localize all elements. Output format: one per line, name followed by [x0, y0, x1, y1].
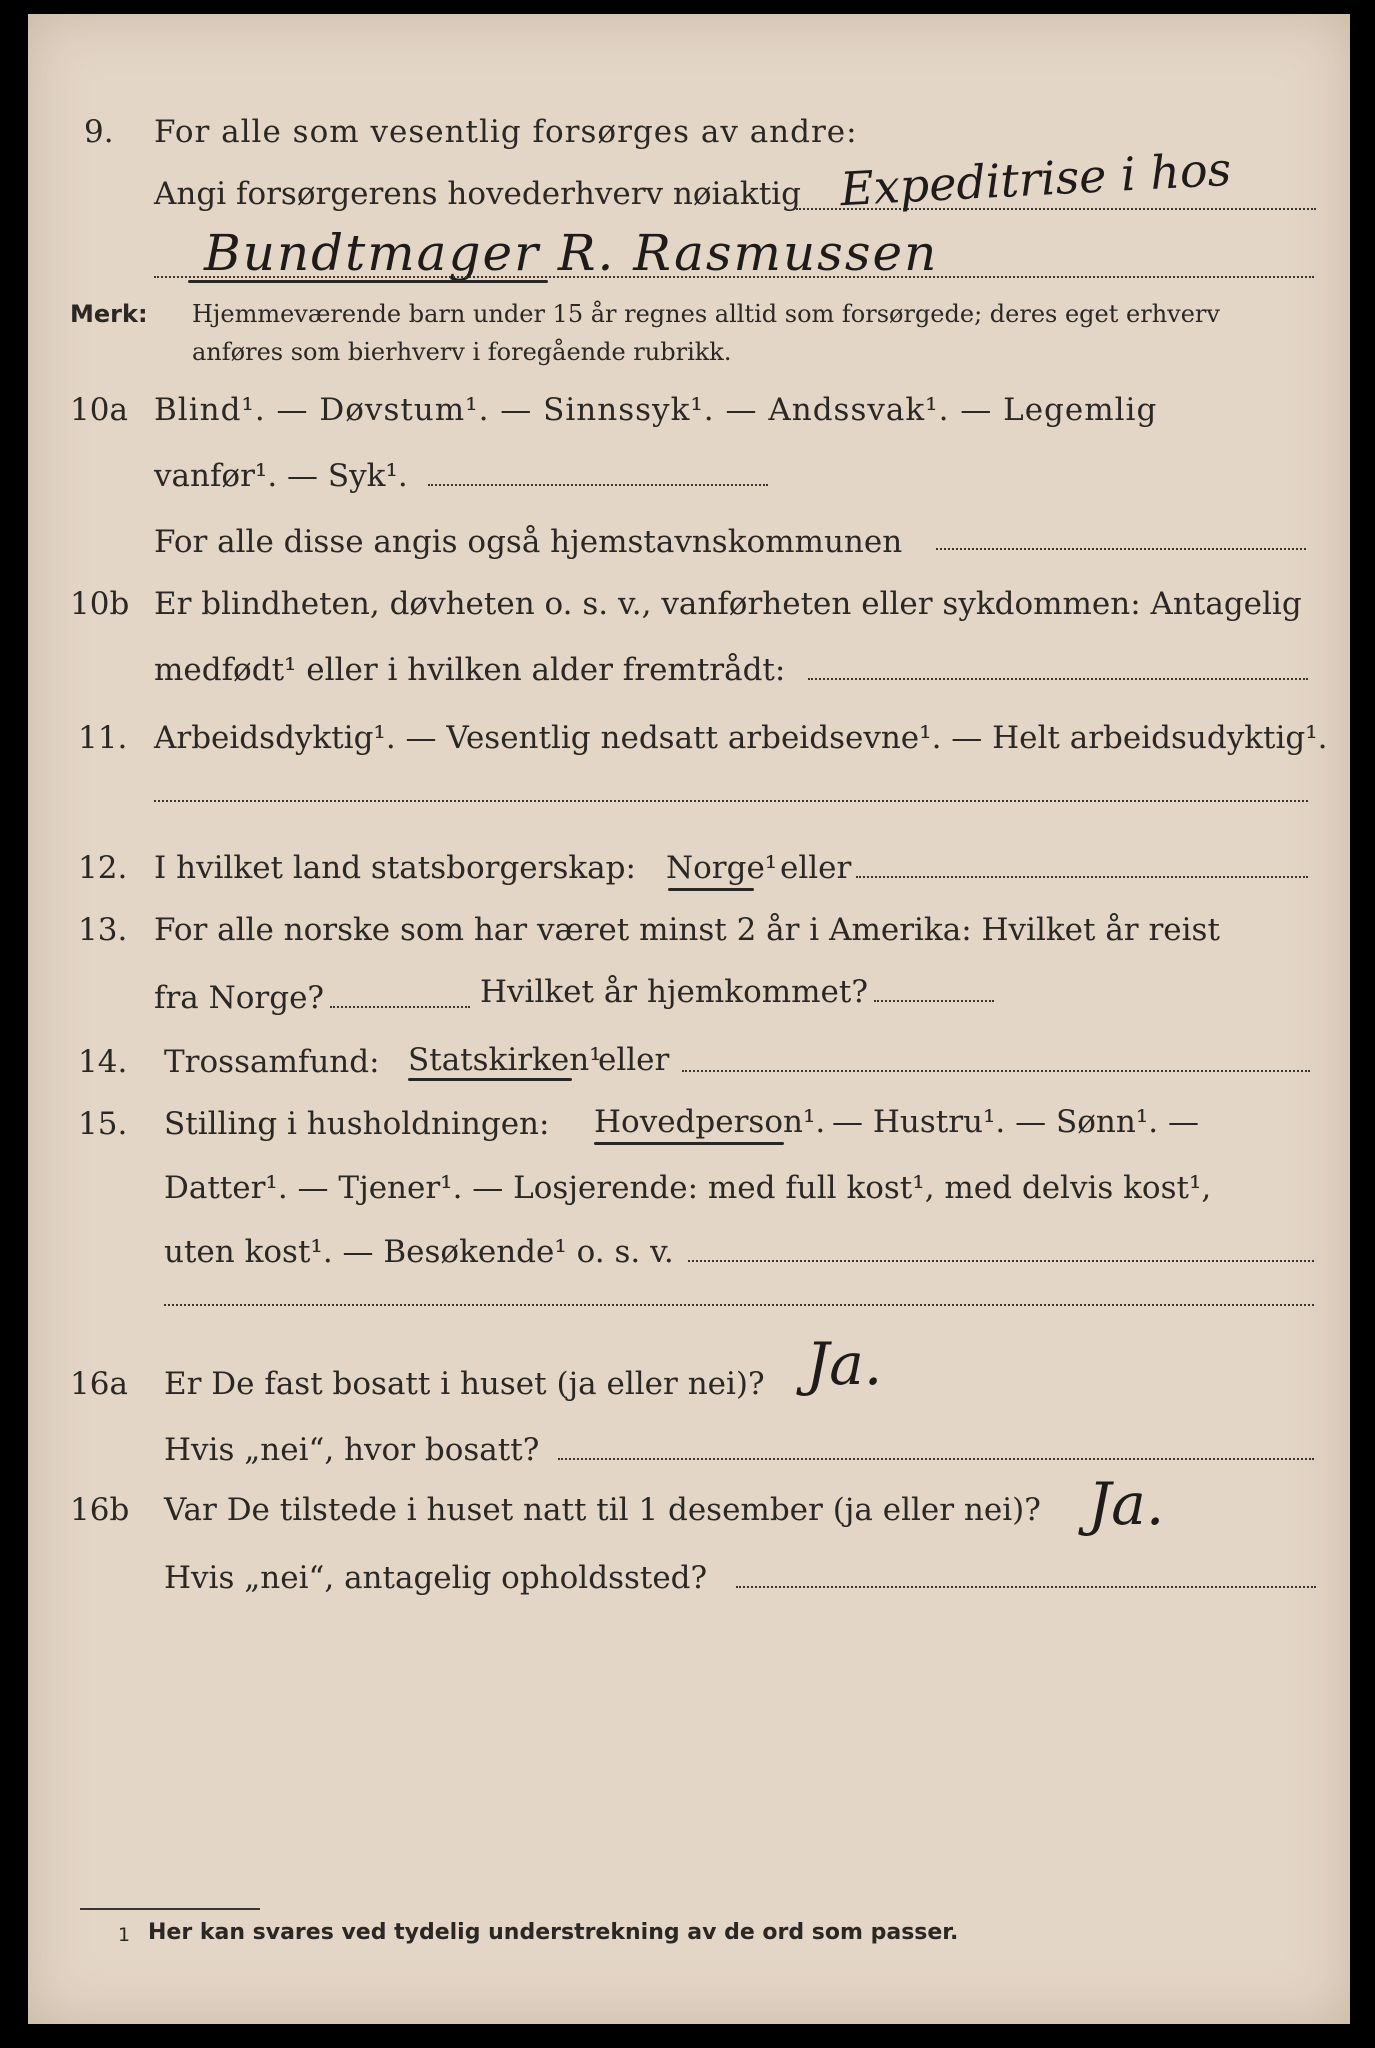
q13-line2b: Hvilket år hjemkommet?: [480, 974, 868, 1010]
q15-number: 15.: [78, 1106, 128, 1142]
q9-line1: For alle som vesentlig forsørges av andre:: [154, 114, 858, 150]
q14-option-statskirken: Statskirken¹: [408, 1042, 602, 1078]
q16a-bosatt-line: [558, 1458, 1314, 1460]
q15-answer-line2: [164, 1304, 1314, 1306]
merk-line2: anføres som bierhverv i foregående rubrikk.: [192, 338, 732, 366]
q16b-line1: Var De tilstede i huset natt til 1 desember (ja eller nei)?: [164, 1492, 1041, 1528]
q9-handwritten-answer1: Expeditrise i hos: [838, 141, 1233, 217]
q12-number: 12.: [78, 850, 128, 886]
q13-hjemkommet-line: [874, 1000, 994, 1002]
q10a-line2: vanfør¹. — Syk¹.: [154, 458, 408, 494]
q13-reist-line: [330, 1006, 470, 1008]
q10b-line2: medfødt¹ eller i hvilken alder fremtrådt:: [154, 652, 786, 688]
footnote-rule: [80, 1908, 260, 1910]
q11-answer-line: [154, 800, 1308, 802]
q16a-line2: Hvis „nei“, hvor bosatt?: [164, 1432, 540, 1468]
q13-number: 13.: [78, 912, 128, 948]
q9-number: 9.: [84, 114, 114, 150]
q15-hovedperson-underline: [594, 1142, 784, 1145]
q16b-opholdssted-line: [736, 1586, 1316, 1588]
q10a-syk-line: [428, 484, 768, 486]
q16b-line2: Hvis „nei“, antagelig opholdssted?: [164, 1560, 708, 1596]
q15-line3: uten kost¹. — Besøkende¹ o. s. v.: [164, 1234, 674, 1270]
q14-prefix: Trossamfund:: [164, 1044, 380, 1080]
q11-line1: Arbeidsdyktig¹. — Vesentlig nedsatt arbeidsevne¹. — Helt arbeidsudyktig¹.: [154, 720, 1328, 756]
q16a-handwritten-answer: Ja.: [806, 1330, 883, 1398]
footnote-text: Her kan svares ved tydelig understrekning av de ord som passer.: [148, 1920, 959, 1945]
q11-number: 11.: [78, 720, 128, 756]
q16a-line1: Er De fast bosatt i huset (ja eller nei)?: [164, 1366, 765, 1402]
q14-suffix: eller: [598, 1042, 670, 1078]
q13-line1: For alle norske som har været minst 2 år i Amerika: Hvilket år reist: [154, 912, 1220, 948]
q9-line2: Angi forsørgerens hovederhverv nøiaktig: [154, 176, 801, 212]
q10a-kommune-line: [936, 548, 1306, 550]
q14-statskirken-underline: [408, 1078, 572, 1081]
q10b-answer-line: [808, 678, 1308, 680]
q10b-line1: Er blindheten, døvheten o. s. v., vanførheten eller sykdommen: Antagelig: [154, 586, 1302, 622]
q10b-number: 10b: [70, 586, 130, 622]
q12-suffix: eller: [780, 850, 852, 886]
q9-answer-underline: [188, 280, 548, 283]
q16b-number: 16b: [70, 1492, 130, 1528]
q15-answer-line1: [688, 1260, 1314, 1262]
merk-line1: Hjemmeværende barn under 15 år regnes alltid som forsørgede; deres eget erhverv: [192, 300, 1220, 328]
q12-option-norge: Norge¹: [666, 850, 778, 886]
q12-norge-underline: [668, 888, 754, 891]
q12-prefix: I hvilket land statsborgerskap:: [154, 850, 636, 886]
q10a-line1: Blind¹. — Døvstum¹. — Sinnssyk¹. — Andssvak¹. — Legemlig: [154, 392, 1158, 428]
q9-answer-line2: [154, 276, 1314, 278]
q14-answer-line: [682, 1070, 1310, 1072]
q9-handwritten-answer2: Bundtmager R. Rasmussen: [204, 224, 939, 282]
q16a-number: 16a: [70, 1366, 128, 1402]
q15-rest1: — Hustru¹. — Sønn¹. —: [832, 1104, 1199, 1140]
q14-number: 14.: [78, 1044, 128, 1080]
q12-answer-line: [856, 876, 1308, 878]
q15-option-hovedperson: Hovedperson¹.: [594, 1104, 826, 1140]
q10a-line3: For alle disse angis også hjemstavnskommunen: [154, 524, 903, 560]
census-form-page: [28, 14, 1350, 2024]
q15-line2: Datter¹. — Tjener¹. — Losjerende: med full kost¹, med delvis kost¹,: [164, 1170, 1212, 1206]
q10a-number: 10a: [70, 392, 128, 428]
q13-line2a: fra Norge?: [154, 980, 325, 1016]
q16b-handwritten-answer: Ja.: [1088, 1470, 1165, 1538]
q15-prefix: Stilling i husholdningen:: [164, 1106, 550, 1142]
footnote-mark: 1: [118, 1924, 131, 1946]
merk-label: Merk:: [70, 300, 148, 328]
